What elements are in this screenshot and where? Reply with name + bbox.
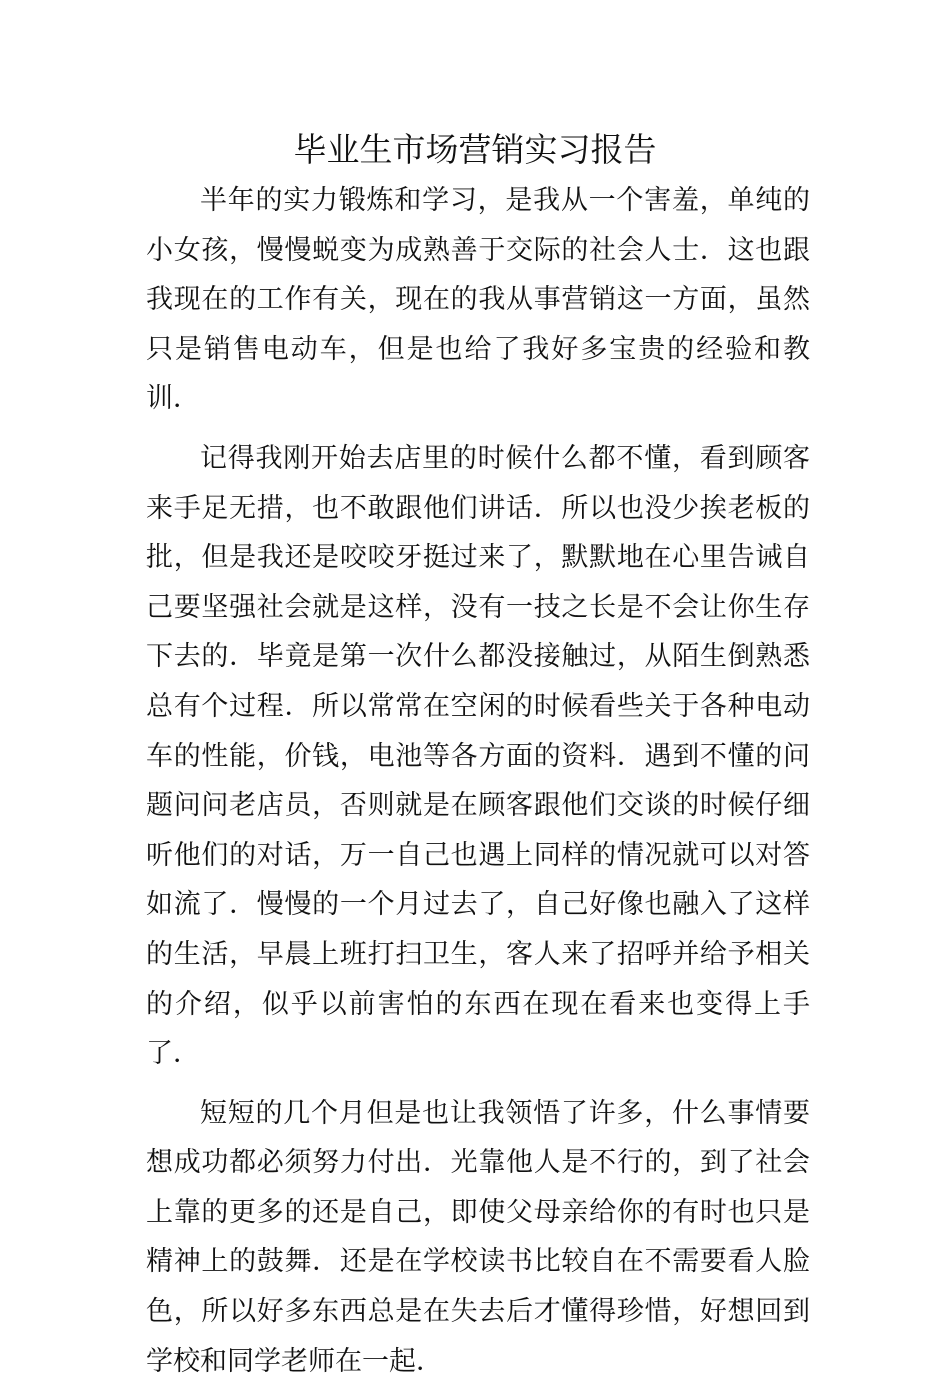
paragraph-1: 半年的实力锻炼和学习，是我从一个害羞，单纯的小女孩，慢慢蜕变为成熟善于交际的社会人士．这也跟我现在的工作有关，现在的我从事营销这一方面，虽然只是销售电动车，但是也给了我好多宝贵的经验和教训．: [146, 185, 810, 415]
paragraph-3: 短短的几个月但是也让我领悟了许多，什么事情要想成功都必须努力付出．光靠他人是不行的，到了社会上靠的更多的还是自己，即使父母亲给你的有时也只是精神上的鼓舞．还是在学校读书比较自在不需要看人脸色，所以好多东西总是在失去后才懂得珍惜，好想回到学校和同学老师在一起．: [146, 1097, 810, 1377]
document-title: 毕业生市场营销实习报告: [293, 130, 657, 169]
paragraph-2: 记得我刚开始去店里的时候什么都不懂，看到顾客来手足无措，也不敢跟他们讲话．所以也没少挨老板的批，但是我还是咬咬牙挺过来了，默默地在心里告诫自己要坚强社会就是这样，没有一技之长是不会让你生存下去的．毕竟是第一次什么都没接触过，从陌生倒熟悉总有个过程．所以常常在空闲的时候看些关于各种电动车的性能，价钱，电池等各方面的资料．遇到不懂的问题问问老店员，否则就是在顾客跟他们交谈的时候仔细听他们的对话，万一自己也遇上同样的情况就可以对答如流了．慢慢的一个月过去了，自己好像也融入了这样的生活，早晨上班打扫卫生，客人来了招呼并给予相关的介绍，似乎以前害怕的东西在现在看来也变得上手了．: [146, 442, 810, 1070]
document-body: [146, 176, 810, 1396]
